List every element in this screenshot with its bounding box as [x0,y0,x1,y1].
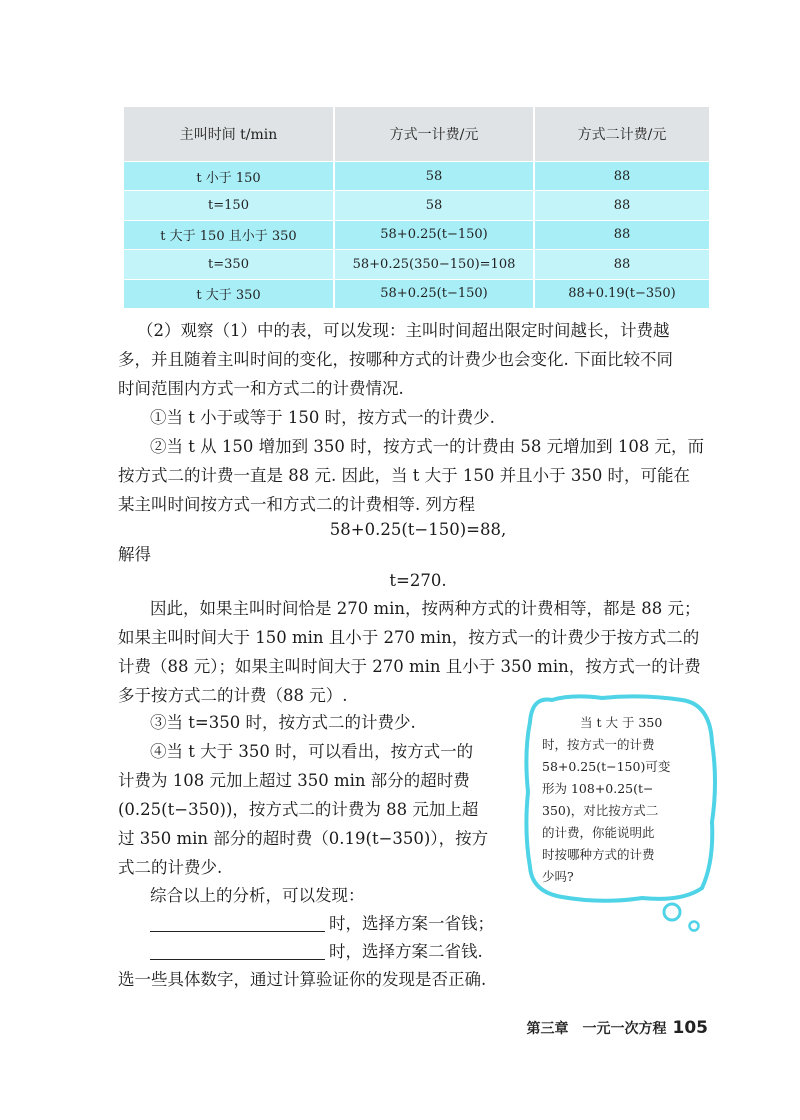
table-cell: t 大于 350 [124,279,334,308]
table-cell: 88+0.19(t−350) [534,279,709,308]
paragraph-line: 计费（88 元）；如果主叫时间大于 270 min 且小于 350 min，按方式一的计费 [118,657,701,676]
table-cell: t 大于 150 且小于 350 [124,220,334,249]
bubble-line: 形为 108+0.25(t− [542,781,654,796]
paragraph-line: 综合以上的分析，可以发现： [150,886,365,905]
pricing-table [124,107,709,308]
table-cell: 58+0.25(t−150) [334,279,534,308]
paragraph-line: 如果主叫时间大于 150 min 且小于 270 min，按方式一的计费少于按方式二的 [118,628,700,647]
table-cell: t=150 [124,191,334,220]
page-number: 105 [672,1018,708,1038]
table-header-cell: 主叫时间 t/min [124,107,334,162]
table-cell: 58+0.25(t−150) [334,220,534,249]
bubble-line: 少吗? [542,869,574,884]
bubble-line: 时，按方式一的计费 [542,737,655,752]
table-row [124,250,709,279]
paragraph-line: （2）观察（1）中的表，可以发现：主叫时间超出限定时间越长，计费越 [137,321,670,340]
table-row [124,162,709,191]
table-header-cell: 方式二计费/元 [534,107,709,162]
chapter-title: 第三章 一元一次方程 [526,1021,667,1037]
paragraph-line: 选一些具体数字，通过计算验证你的发现是否正确. [118,970,487,989]
table-cell: 88 [534,250,709,279]
list-item: ①当 t 小于或等于 150 时，按方式一的计费少. [150,408,495,427]
paragraph-line: 计费为 108 元加上超过 350 min 部分的超时费 [118,771,470,790]
table-row [124,191,709,220]
table-cell: 88 [534,220,709,249]
bubble-text [542,712,692,888]
list-item: ②当 t 从 150 增加到 350 时，按方式一的计费由 58 元增加到 108 元，而 [150,437,705,456]
table-row [124,279,709,308]
table-cell: 58 [334,162,534,191]
equation: 58+0.25(t−150)=88, [329,520,507,539]
fill-in-text: 时，选择方案一省钱； [329,914,494,933]
paragraph-line: 多，并且随着主叫时间的变化，按哪种方式的计费少也会变化. 下面比较不同 [118,350,673,369]
paragraph-line: 时间范围内方式一和方式二的计费情况. [118,379,404,398]
table-cell: 88 [534,162,709,191]
list-item: ④当 t 大于 350 时，可以看出，按方式一的 [150,742,474,761]
bubble-line: 时按哪种方式的计费 [542,847,655,862]
table-cell: 58 [334,191,534,220]
table-header-cell: 方式一计费/元 [334,107,534,162]
answer-blank[interactable] [150,939,325,960]
table-cell: 58+0.25(350−150)=108 [334,250,534,279]
bubble-line: 58+0.25(t−150)可变 [542,759,671,774]
paragraph-line: 某主叫时间按方式一和方式二的计费相等. 列方程 [118,495,475,514]
table-cell: t=350 [124,250,334,279]
paragraph-line: 解得 [118,545,151,564]
paragraph-line: (0.25(t−350))，按方式二的计费为 88 元加上超 [118,800,479,819]
table-row [124,220,709,249]
bubble-line: 的计费，你能说明此 [542,825,655,840]
page-footer [527,1018,709,1038]
list-item: ③当 t=350 时，按方式二的计费少. [150,713,416,732]
paragraph-line: 式二的计费少. [118,858,223,877]
table-cell: 88 [534,191,709,220]
answer-blank[interactable] [150,911,325,932]
solution: t=270. [389,571,447,590]
fill-in-text: 时，选择方案二省钱. [329,942,483,961]
bubble-line: 当 t 大 于 350 [580,715,663,730]
bubble-line: 350)，对比按方式二 [542,803,659,818]
paragraph-line: 多于按方式二的计费（88 元）. [118,686,348,705]
paragraph-line: 过 350 min 部分的超时费（0.19(t−350)），按方 [118,829,489,848]
fill-in-line-2 [150,937,750,966]
table-header-row [124,107,709,162]
table-cell: t 小于 150 [124,162,334,191]
paragraph-line: 按方式二的计费一直是 88 元. 因此，当 t 大于 150 并且小于 350 时，可能在 [118,466,691,485]
paragraph-line: 因此，如果主叫时间恰是 270 min，按两种方式的计费相等，都是 88 元； [150,599,701,618]
